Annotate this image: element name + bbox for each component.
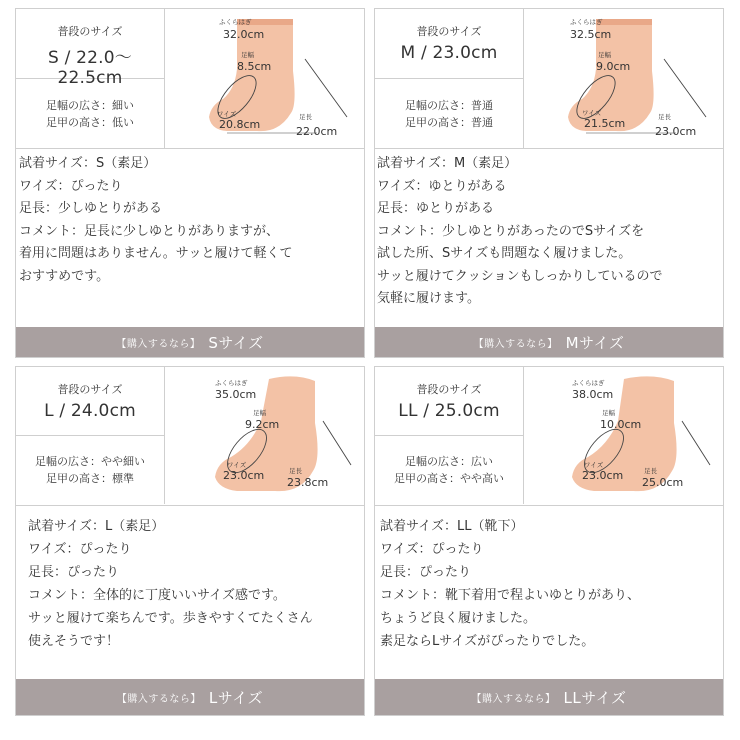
review-line: 足長：ぴったり — [380, 565, 472, 580]
size-card-s — [15, 8, 365, 358]
instep-height-text: 足甲の高さ：普通 — [405, 116, 493, 129]
buy-size-button-l[interactable] — [16, 679, 364, 715]
buy-size: LLサイズ — [563, 688, 627, 707]
usual-size-block — [16, 367, 164, 436]
ankle-label: 足幅 — [602, 409, 615, 417]
usual-size-block — [16, 9, 164, 88]
buy-size-button-ll[interactable] — [375, 679, 723, 715]
wise-label: ワイズ — [227, 461, 247, 469]
foot-length-label: 足長 — [658, 113, 671, 121]
calf-label: ふくらはぎ — [219, 18, 252, 26]
buy-prefix: 【購入するなら】 — [116, 338, 201, 350]
usual-size-label: 普段のサイズ — [57, 383, 123, 396]
calf-label: ふくらはぎ — [572, 379, 605, 387]
buy-size: Lサイズ — [208, 688, 264, 707]
buy-prefix: 【購入するなら】 — [471, 693, 556, 705]
foot-length-label: 足長 — [644, 467, 657, 475]
size-info — [375, 9, 524, 149]
review-line: 試した所、Sサイズも問題なく履けました。 — [377, 246, 632, 261]
wise-value: 21.5cm — [584, 117, 626, 130]
fit-block — [375, 436, 523, 504]
instep-height-text: 足甲の高さ：標準 — [46, 472, 134, 485]
usual-size-block — [375, 367, 523, 436]
review-text — [19, 153, 364, 288]
review-line: コメント：靴下着用で程よいゆとりがあり、 — [380, 588, 641, 603]
buy-size: Sサイズ — [208, 333, 264, 352]
ankle-label: 足幅 — [253, 409, 266, 417]
buy-prefix: 【購入するなら】 — [116, 693, 201, 705]
instep-height-text: 足甲の高さ：低い — [46, 116, 134, 129]
usual-size-label: 普段のサイズ — [416, 25, 482, 38]
review-line: ワイズ：ぴったり — [28, 542, 132, 557]
review-text — [380, 515, 723, 653]
review-line: 試着サイズ：M（素足） — [377, 156, 518, 171]
review-line: 足長：ゆとりがある — [377, 201, 495, 216]
size-card-l — [15, 366, 365, 716]
calf-value: 38.0cm — [572, 388, 614, 401]
fit-block — [16, 436, 164, 504]
review-line: 使えそうです！ — [28, 634, 120, 649]
calf-value: 35.0cm — [215, 388, 257, 401]
review-text — [377, 153, 723, 311]
foot-width-text: 足幅の広さ：やや細い — [35, 455, 145, 468]
foot-width-text: 足幅の広さ：普通 — [405, 99, 493, 112]
review-line: ちょうど良く履けました。 — [380, 611, 537, 626]
wise-value: 23.0cm — [582, 469, 624, 482]
calf-value: 32.0cm — [223, 28, 265, 41]
review-line: ワイズ：ぴったり — [19, 178, 123, 194]
buy-size-button-m[interactable] — [375, 327, 723, 357]
wise-label: ワイズ — [584, 461, 604, 469]
foot-illustration — [165, 9, 365, 148]
foot-width-text: 足幅の広さ：広い — [405, 455, 493, 468]
foot-length-label: 足長 — [289, 467, 302, 475]
review-line: ワイズ：ぴったり — [380, 542, 484, 557]
size-info — [16, 367, 165, 504]
foot-length-value: 25.0cm — [642, 476, 684, 489]
calf-label: ふくらはぎ — [215, 379, 248, 387]
divider — [16, 505, 364, 506]
review-line: 試着サイズ：L（素足） — [28, 519, 165, 534]
review-line: 素足ならLサイズがぴったりでした。 — [380, 634, 595, 649]
ankle-label: 足幅 — [598, 51, 611, 59]
review-line: コメント：足長に少しゆとりがありますが、 — [19, 223, 280, 239]
review-line: 足長：少しゆとりがある — [19, 201, 163, 216]
foot-illustration — [165, 367, 365, 505]
calf-value: 32.5cm — [570, 28, 612, 41]
size-info — [16, 9, 165, 149]
buy-size-button-s[interactable] — [16, 327, 364, 357]
wise-label: ワイズ — [582, 109, 602, 117]
wise-value: 23.0cm — [223, 469, 265, 482]
wise-label: ワイズ — [217, 110, 237, 118]
buy-size: Mサイズ — [565, 333, 625, 352]
foot-length-value: 22.0cm — [296, 125, 338, 138]
review-line: 試着サイズ：LL（靴下） — [380, 519, 524, 534]
review-line: 着用に問題はありません。サッと履けて軽くて — [19, 246, 293, 261]
size-card-ll — [374, 366, 724, 716]
review-text — [28, 515, 364, 653]
usual-size-block — [375, 9, 523, 79]
review-line: ワイズ：ゆとりがある — [377, 178, 507, 194]
review-line: サッと履けてクッションもしっかりしているので — [377, 268, 663, 284]
divider — [375, 505, 723, 506]
ankle-value: 9.0cm — [596, 60, 631, 73]
review-line: コメント：少しゆとりがあったのでSサイズを — [377, 223, 645, 239]
review-line: サッと履けて楽ちんです。歩きやすくてたくさん — [28, 611, 313, 626]
calf-label: ふくらはぎ — [570, 18, 603, 26]
ankle-value: 10.0cm — [600, 418, 642, 431]
review-line: 試着サイズ：S（素足） — [19, 156, 157, 171]
ankle-value: 9.2cm — [245, 418, 280, 431]
foot-illustration — [524, 367, 724, 505]
size-info — [375, 367, 524, 504]
review-line: おすすめです。 — [19, 268, 110, 284]
foot-length-label: 足長 — [299, 113, 312, 121]
review-line: 足長：ぴったり — [28, 565, 120, 580]
usual-size-label: 普段のサイズ — [416, 383, 482, 396]
fit-block — [375, 79, 523, 149]
foot-length-value: 23.8cm — [287, 476, 329, 489]
foot-width-text: 足幅の広さ：細い — [46, 99, 134, 112]
fit-block — [16, 79, 164, 149]
foot-illustration — [524, 9, 724, 148]
review-line: 気軽に履けます。 — [377, 291, 480, 306]
usual-size-value: LL / 25.0cm — [398, 401, 500, 421]
review-line: コメント：全体的に丁度いいサイズ感です。 — [28, 588, 286, 603]
size-card-m — [374, 8, 724, 358]
usual-size-value: L / 24.0cm — [44, 401, 136, 421]
divider — [16, 148, 364, 149]
foot-length-value: 23.0cm — [655, 125, 697, 138]
ankle-value: 8.5cm — [237, 60, 272, 73]
instep-height-text: 足甲の高さ：やや高い — [394, 472, 504, 485]
divider — [375, 148, 723, 149]
buy-prefix: 【購入するなら】 — [473, 338, 558, 350]
usual-size-label: 普段のサイズ — [57, 25, 123, 38]
usual-size-value: M / 23.0cm — [400, 43, 498, 63]
usual-size-value: S / 22.0〜22.5cm — [48, 48, 132, 88]
ankle-label: 足幅 — [241, 51, 254, 59]
wise-value: 20.8cm — [219, 118, 261, 131]
